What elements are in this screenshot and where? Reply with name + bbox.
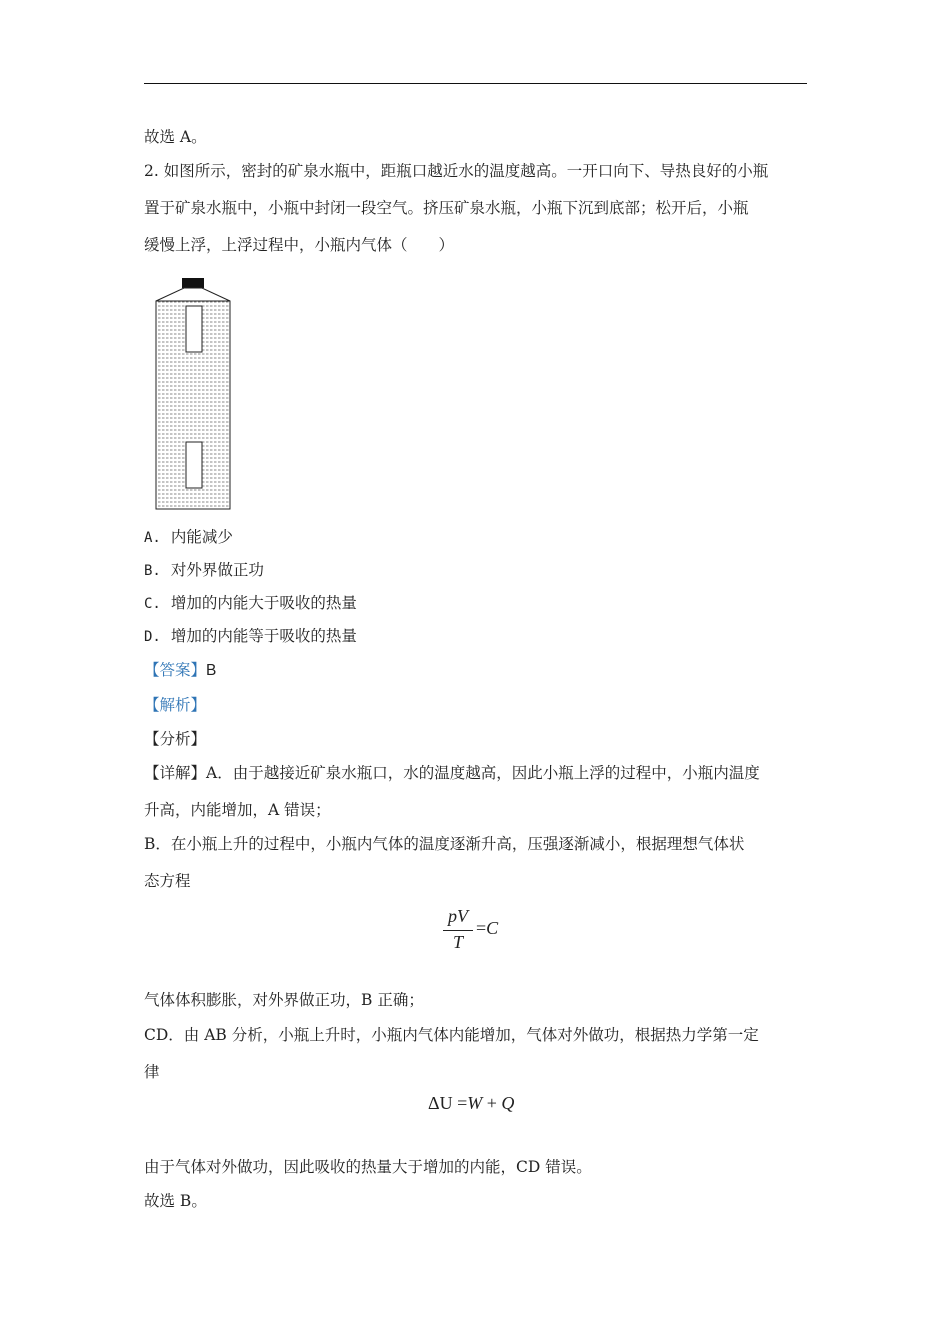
detail-cd-line-2: 律 — [144, 1063, 160, 1081]
option-letter: A. — [144, 530, 161, 546]
delta-u: ΔU — [428, 1093, 453, 1113]
formula-constant: C — [486, 918, 499, 938]
small-vial-top — [186, 306, 202, 352]
detail-line-1 — [144, 763, 760, 783]
option-b — [144, 560, 264, 581]
answer-label: 【答案】 — [144, 661, 207, 679]
fraction-bar — [443, 930, 473, 931]
detail-cd-line-1: CD．由 AB 分析，小瓶上升时，小瓶内气体内能增加，气体对外做功，根据热力学第一定 — [144, 1026, 759, 1044]
option-letter: C. — [144, 596, 161, 612]
option-a — [144, 527, 233, 548]
detail-cd-conclusion: 由于气体对外做功，因此吸收的热量大于增加的内能，CD 错误。 — [144, 1158, 592, 1176]
work-symbol: W — [467, 1093, 483, 1113]
question-line-3: 缓慢上浮，上浮过程中，小瓶内气体（ ） — [144, 236, 455, 254]
detail-line-2: 升高，内能增加，A 错误； — [144, 801, 331, 819]
answer-line — [144, 660, 216, 681]
option-d — [144, 626, 357, 647]
option-text: 增加的内能大于吸收的热量 — [170, 594, 357, 612]
answer-value: B — [206, 662, 217, 679]
fenxi-label: 【分析】 — [144, 730, 207, 748]
option-text: 增加的内能等于吸收的热量 — [170, 627, 357, 645]
detail-b-conclusion: 气体体积膨胀，对外界做正功，B 正确； — [144, 991, 424, 1009]
question-line-1: 2. 如图所示，密封的矿泉水瓶中，距瓶口越近水的温度越高。一开口向下、导热良好的小瓶 — [144, 162, 769, 180]
formula-numerator: pV — [448, 906, 468, 926]
final-answer-line: 故选 B。 — [144, 1192, 207, 1210]
bottle-cap — [182, 278, 204, 288]
question-line-2: 置于矿泉水瓶中，小瓶中封闭一段空气。挤压矿泉水瓶，小瓶下沉到底部；松开后，小瓶 — [144, 199, 749, 217]
previous-answer-line: 故选 A。 — [144, 128, 207, 146]
option-c — [144, 593, 357, 614]
detail-b-line-2: 态方程 — [144, 872, 191, 890]
formula-equals: = — [457, 1093, 468, 1113]
detail-label: 【详解】 — [144, 764, 207, 782]
formula-rhs — [476, 918, 498, 939]
detail-b-line-1: B．在小瓶上升的过程中，小瓶内气体的温度逐渐升高，压强逐渐减小，根据理想气体状 — [144, 835, 745, 853]
header-rule — [144, 83, 807, 84]
bottle-figure — [150, 276, 236, 512]
option-letter: D. — [144, 629, 161, 645]
option-text: 内能减少 — [170, 528, 233, 546]
small-vial-bottom — [186, 442, 202, 488]
ideal-gas-formula — [443, 906, 513, 954]
plus-sign: + — [486, 1093, 497, 1113]
formula-equals: = — [476, 918, 487, 938]
option-letter: B. — [144, 563, 161, 579]
analysis-label: 【解析】 — [144, 696, 207, 714]
heat-symbol: Q — [501, 1093, 515, 1113]
first-law-formula — [428, 1093, 514, 1114]
option-text: 对外界做正功 — [170, 561, 264, 579]
bottle-shoulder — [156, 288, 230, 301]
formula-denominator: T — [452, 932, 463, 952]
detail-a-text: A．由于越接近矿泉水瓶口，水的温度越高，因此小瓶上浮的过程中，小瓶内温度 — [206, 764, 760, 782]
